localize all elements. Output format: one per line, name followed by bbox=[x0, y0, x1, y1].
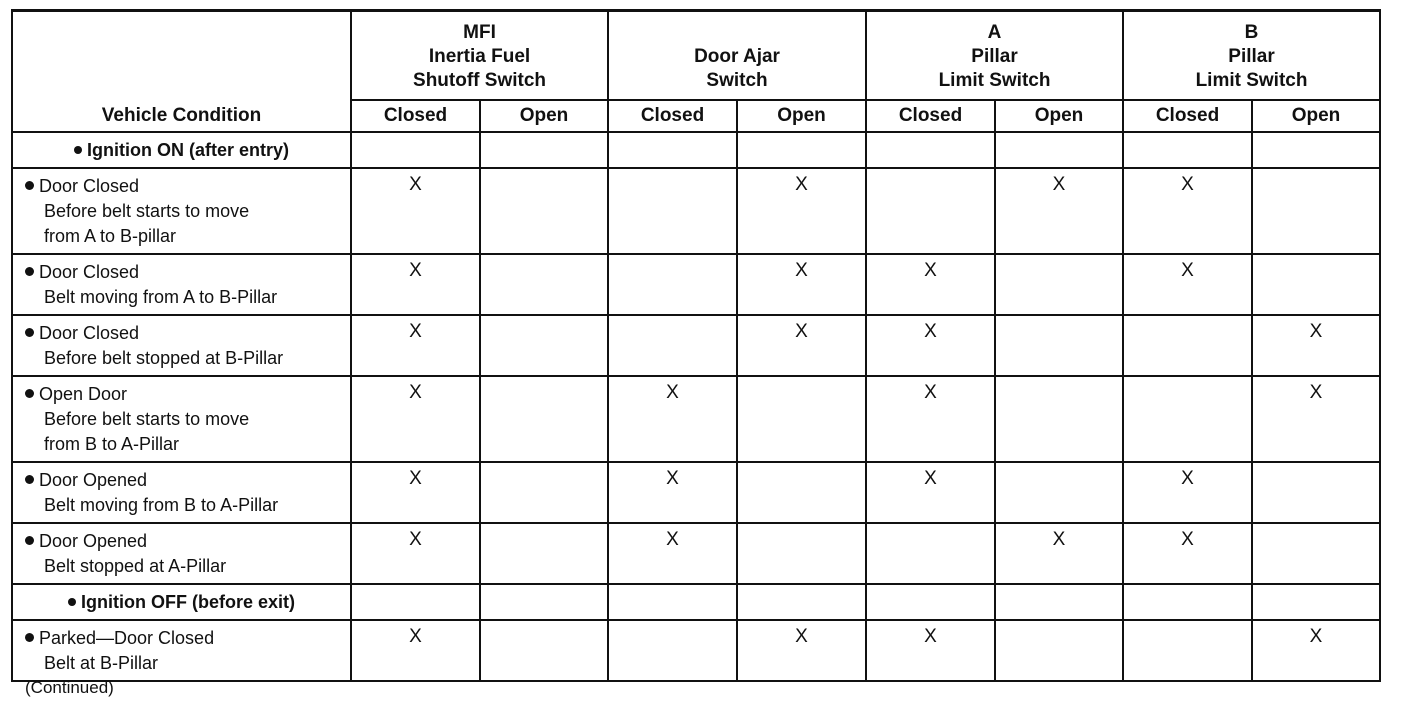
empty-cell bbox=[1123, 620, 1252, 681]
subheader-closed: Closed bbox=[866, 100, 995, 132]
condition-title-text: Door Opened bbox=[39, 531, 148, 551]
mfi-switch-header bbox=[351, 11, 608, 101]
condition-title-text: Door Closed bbox=[39, 262, 140, 282]
x-mark-cell: X bbox=[1123, 168, 1252, 254]
bullet-icon bbox=[25, 475, 34, 484]
section-label: Ignition ON (after entry) bbox=[87, 139, 289, 160]
empty-cell bbox=[480, 254, 608, 315]
empty-cell bbox=[480, 462, 608, 523]
condition-title-text: Door Closed bbox=[39, 323, 140, 343]
bullet-icon bbox=[25, 181, 34, 190]
condition-title-line bbox=[25, 382, 342, 407]
section-label-cell bbox=[12, 584, 351, 620]
table-body bbox=[12, 132, 1380, 681]
condition-detail-line: Belt stopped at A-Pillar bbox=[44, 556, 227, 576]
subheader-closed: Closed bbox=[351, 100, 480, 132]
x-mark-cell: X bbox=[737, 620, 866, 681]
condition-detail-line: from A to B-pillar bbox=[44, 226, 177, 246]
x-mark-cell: X bbox=[1123, 462, 1252, 523]
condition-cell bbox=[12, 168, 351, 254]
switch-table-container bbox=[11, 9, 1381, 682]
switch-condition-table bbox=[11, 9, 1381, 682]
header-line: Switch bbox=[706, 70, 768, 91]
header-line: A bbox=[987, 22, 1002, 43]
header-line: Inertia Fuel bbox=[428, 46, 531, 67]
header-line: Pillar bbox=[971, 46, 1018, 67]
condition-title-text: Door Opened bbox=[39, 470, 148, 490]
empty-cell bbox=[351, 132, 480, 168]
table-row bbox=[12, 168, 1380, 254]
x-mark-cell: X bbox=[351, 315, 480, 376]
header-line: MFI bbox=[463, 22, 496, 43]
empty-cell bbox=[995, 620, 1123, 681]
empty-cell bbox=[351, 584, 480, 620]
empty-cell bbox=[1123, 315, 1252, 376]
header-line: Limit Switch bbox=[1195, 70, 1308, 91]
empty-cell bbox=[1252, 584, 1380, 620]
x-mark-cell: X bbox=[737, 315, 866, 376]
empty-cell bbox=[1123, 584, 1252, 620]
bullet-icon bbox=[25, 633, 34, 642]
empty-cell bbox=[1252, 254, 1380, 315]
empty-cell bbox=[1123, 376, 1252, 462]
condition-title-text: Open Door bbox=[39, 384, 128, 404]
table-row bbox=[12, 315, 1380, 376]
condition-title-line bbox=[25, 174, 342, 199]
x-mark-cell: X bbox=[351, 523, 480, 584]
empty-cell bbox=[866, 132, 995, 168]
empty-cell bbox=[480, 584, 608, 620]
bullet-icon bbox=[74, 146, 82, 154]
condition-detail-line: from B to A-Pillar bbox=[44, 434, 180, 454]
condition-detail-line: Belt moving from A to B-Pillar bbox=[44, 287, 278, 307]
section-label-cell bbox=[12, 132, 351, 168]
empty-cell bbox=[1123, 132, 1252, 168]
subheader-open: Open bbox=[737, 100, 866, 132]
empty-cell bbox=[995, 462, 1123, 523]
condition-cell bbox=[12, 376, 351, 462]
x-mark-cell: X bbox=[351, 168, 480, 254]
x-mark-cell: X bbox=[995, 168, 1123, 254]
x-mark-cell: X bbox=[608, 462, 737, 523]
empty-cell bbox=[737, 584, 866, 620]
x-mark-cell: X bbox=[351, 254, 480, 315]
section-row bbox=[12, 584, 1380, 620]
empty-cell bbox=[480, 376, 608, 462]
empty-cell bbox=[608, 254, 737, 315]
x-mark-cell: X bbox=[866, 376, 995, 462]
x-mark-cell: X bbox=[351, 376, 480, 462]
empty-cell bbox=[480, 315, 608, 376]
condition-cell bbox=[12, 523, 351, 584]
table-row bbox=[12, 620, 1380, 681]
empty-cell bbox=[737, 462, 866, 523]
x-mark-cell: X bbox=[866, 254, 995, 315]
condition-title-line bbox=[25, 626, 342, 651]
empty-cell bbox=[866, 584, 995, 620]
empty-cell bbox=[480, 168, 608, 254]
subheader-closed: Closed bbox=[1123, 100, 1252, 132]
b-pillar-switch-header bbox=[1123, 11, 1380, 101]
x-mark-cell: X bbox=[866, 315, 995, 376]
subheader-closed: Closed bbox=[608, 100, 737, 132]
header-line: Pillar bbox=[1228, 46, 1275, 67]
condition-detail-line: Before belt starts to move bbox=[44, 409, 250, 429]
x-mark-cell: X bbox=[866, 462, 995, 523]
empty-cell bbox=[608, 315, 737, 376]
x-mark-cell: X bbox=[866, 620, 995, 681]
empty-cell bbox=[1252, 168, 1380, 254]
empty-cell bbox=[1252, 523, 1380, 584]
a-pillar-switch-header bbox=[866, 11, 1123, 101]
door-ajar-switch-header bbox=[608, 11, 866, 101]
condition-cell bbox=[12, 254, 351, 315]
subheader-open: Open bbox=[995, 100, 1123, 132]
condition-detail-line: Before belt stopped at B-Pillar bbox=[44, 348, 284, 368]
header-line: Door Ajar bbox=[694, 46, 780, 67]
empty-cell bbox=[608, 168, 737, 254]
x-mark-cell: X bbox=[608, 376, 737, 462]
empty-cell bbox=[995, 132, 1123, 168]
empty-cell bbox=[1252, 462, 1380, 523]
x-mark-cell: X bbox=[995, 523, 1123, 584]
empty-cell bbox=[480, 620, 608, 681]
header-line: Shutoff Switch bbox=[413, 70, 546, 91]
x-mark-cell: X bbox=[351, 462, 480, 523]
bullet-icon bbox=[25, 267, 34, 276]
vehicle-condition-header: Vehicle Condition bbox=[12, 11, 351, 133]
x-mark-cell: X bbox=[1252, 620, 1380, 681]
condition-detail-line: Belt at B-Pillar bbox=[44, 653, 159, 673]
empty-cell bbox=[737, 132, 866, 168]
condition-title-line bbox=[25, 321, 342, 346]
condition-title-line bbox=[25, 260, 342, 285]
header-line: Limit Switch bbox=[938, 70, 1051, 91]
empty-cell bbox=[995, 376, 1123, 462]
x-mark-cell: X bbox=[1123, 523, 1252, 584]
table-row bbox=[12, 523, 1380, 584]
table-row bbox=[12, 376, 1380, 462]
empty-cell bbox=[995, 315, 1123, 376]
table-row bbox=[12, 462, 1380, 523]
subheader-open: Open bbox=[480, 100, 608, 132]
condition-title-line bbox=[25, 529, 342, 554]
condition-detail-line: Before belt starts to move bbox=[44, 201, 250, 221]
condition-title-text: Parked—Door Closed bbox=[39, 628, 215, 648]
header-line: B bbox=[1244, 22, 1259, 43]
bullet-icon bbox=[25, 389, 34, 398]
bullet-icon bbox=[25, 536, 34, 545]
x-mark-cell: X bbox=[608, 523, 737, 584]
condition-cell bbox=[12, 620, 351, 681]
empty-cell bbox=[480, 132, 608, 168]
bullet-icon bbox=[68, 598, 76, 606]
x-mark-cell: X bbox=[1123, 254, 1252, 315]
section-row bbox=[12, 132, 1380, 168]
condition-title-text: Door Closed bbox=[39, 176, 140, 196]
condition-cell bbox=[12, 462, 351, 523]
x-mark-cell: X bbox=[737, 168, 866, 254]
x-mark-cell: X bbox=[1252, 376, 1380, 462]
x-mark-cell: X bbox=[1252, 315, 1380, 376]
condition-title-line bbox=[25, 468, 342, 493]
empty-cell bbox=[608, 584, 737, 620]
condition-detail-line: Belt moving from B to A-Pillar bbox=[44, 495, 279, 515]
empty-cell bbox=[480, 523, 608, 584]
subheader-open: Open bbox=[1252, 100, 1380, 132]
x-mark-cell: X bbox=[351, 620, 480, 681]
x-mark-cell: X bbox=[737, 254, 866, 315]
group-header-row bbox=[12, 11, 1380, 101]
bullet-icon bbox=[25, 328, 34, 337]
empty-cell bbox=[737, 376, 866, 462]
empty-cell bbox=[995, 584, 1123, 620]
empty-cell bbox=[608, 620, 737, 681]
condition-cell bbox=[12, 315, 351, 376]
empty-cell bbox=[737, 523, 866, 584]
empty-cell bbox=[866, 523, 995, 584]
empty-cell bbox=[866, 168, 995, 254]
empty-cell bbox=[608, 132, 737, 168]
empty-cell bbox=[1252, 132, 1380, 168]
empty-cell bbox=[995, 254, 1123, 315]
continued-note: (Continued) bbox=[25, 678, 114, 697]
table-row bbox=[12, 254, 1380, 315]
section-label: Ignition OFF (before exit) bbox=[81, 591, 295, 612]
